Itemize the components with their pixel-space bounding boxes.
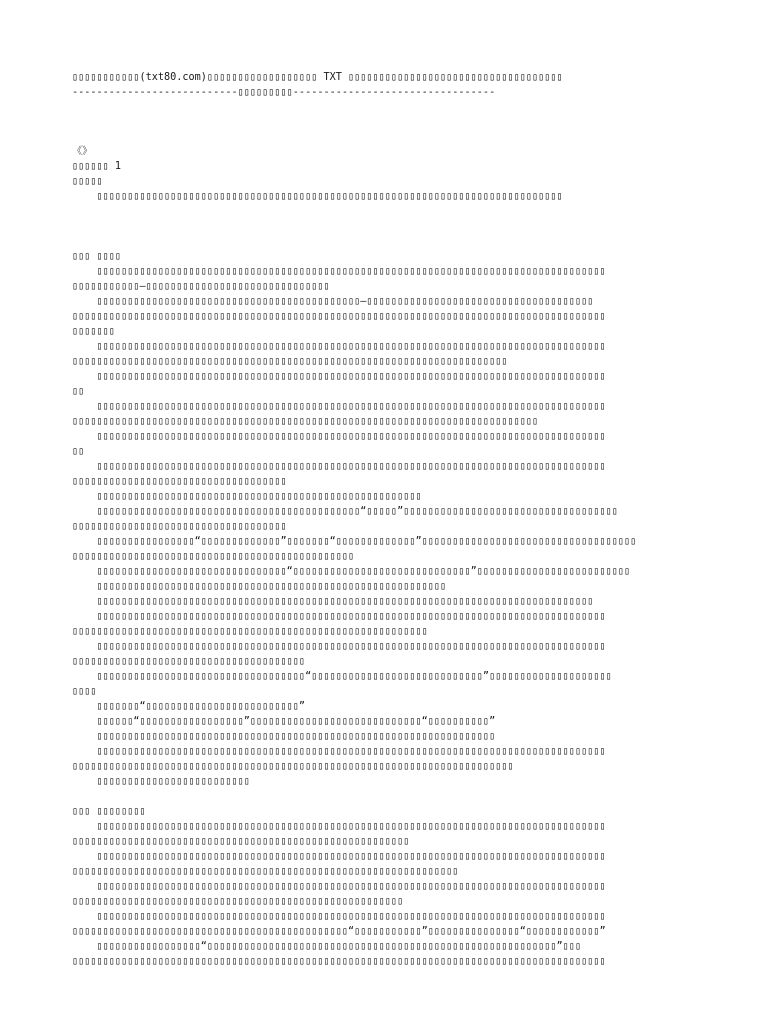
text-line: ▯▯▯▯▯▯▯▯▯▯▯▯▯▯▯▯▯“▯▯▯▯▯▯▯▯▯▯▯▯▯▯▯▯▯▯▯▯▯▯▯▯▯▯▯▯▯▯▯▯▯▯▯▯▯▯▯▯▯▯▯▯▯▯▯▯▯▯▯▯▯▯▯▯▯”▯▯▯ [72, 941, 582, 952]
text-line: ▯▯▯▯▯▯▯▯▯▯▯▯▯▯▯▯▯▯▯▯▯▯▯▯▯▯▯▯▯▯▯▯▯▯▯▯▯▯▯▯▯▯▯▯▯▯▯▯▯▯▯▯▯▯▯▯▯▯▯▯▯▯▯▯▯▯▯▯▯▯▯▯▯▯▯▯▯▯▯▯▯▯▯ [72, 371, 606, 382]
text-line: ▯▯▯▯▯▯▯▯▯▯▯▯▯▯▯▯▯▯▯▯▯▯▯▯▯▯▯▯▯▯▯▯▯▯▯▯▯▯▯▯▯▯▯▯▯▯▯▯▯▯▯▯▯▯▯▯▯▯▯▯▯▯▯▯▯▯▯▯▯▯▯▯▯▯▯▯▯▯▯▯▯▯▯ [72, 611, 606, 622]
text-line: ▯▯▯▯▯▯▯▯▯▯▯▯▯▯▯▯▯▯▯▯▯▯▯▯▯▯▯▯▯▯▯▯▯▯▯▯▯▯▯▯▯▯▯▯▯▯▯▯▯▯▯▯▯▯▯▯▯▯▯▯▯▯▯▯▯▯▯▯▯▯▯▯▯▯▯▯▯▯▯▯▯▯▯ [72, 851, 606, 862]
site-header-line: ▯▯▯▯▯▯▯▯▯▯▯(txt80.com)▯▯▯▯▯▯▯▯▯▯▯▯▯▯▯▯▯▯ TXT ▯▯▯▯▯▯▯▯▯▯▯▯▯▯▯▯▯▯▯▯▯▯▯▯▯▯▯▯▯▯▯▯▯▯▯ [72, 72, 563, 83]
chapter-1 [72, 249, 698, 789]
text-line: ▯▯▯▯▯▯▯▯▯▯▯▯▯▯▯▯▯▯▯▯▯▯▯▯▯▯▯▯▯▯▯▯▯▯▯▯▯▯▯▯▯▯▯▯▯▯▯▯▯▯▯▯▯▯▯▯▯▯▯▯▯▯▯▯▯▯▯▯▯▯▯▯▯▯▯▯▯▯▯▯▯▯▯ [72, 401, 606, 412]
text-line: ▯▯▯▯▯▯▯▯▯▯▯▯▯▯▯▯▯▯▯▯▯▯▯▯▯▯▯▯▯▯▯▯▯▯▯▯▯▯▯▯▯▯▯▯▯▯▯▯▯▯▯▯▯▯▯ [72, 836, 410, 847]
text-line: ▯▯▯▯▯▯▯▯▯▯▯▯▯▯▯▯▯▯▯▯▯▯▯▯▯▯▯▯▯▯▯▯▯▯▯▯▯▯▯▯▯▯▯▯▯▯▯▯▯▯▯▯▯▯▯▯▯▯▯▯▯▯▯▯▯▯▯▯▯▯▯▯▯▯▯▯▯▯▯▯▯▯▯ [72, 821, 606, 832]
text-line: ▯▯▯▯▯▯▯▯▯▯▯▯▯▯▯▯▯▯▯▯▯▯▯▯▯▯▯▯▯▯▯▯▯▯▯▯▯▯▯▯▯▯▯▯▯▯▯▯▯▯▯▯▯ [72, 491, 422, 502]
text-line: ▯▯▯▯▯▯▯▯▯▯▯▯▯▯▯▯▯▯▯▯▯▯▯▯▯▯▯▯▯▯▯▯▯▯▯▯▯▯▯▯▯▯▯▯▯▯▯▯▯▯▯▯▯▯▯▯▯▯▯▯▯▯▯▯▯▯▯▯▯▯▯▯▯▯▯▯▯▯▯▯▯▯▯ [72, 881, 606, 892]
text-line: ▯▯▯▯▯▯▯▯▯▯▯▯▯▯▯▯▯▯▯▯▯▯▯▯▯▯▯▯▯▯▯▯▯▯“▯▯▯▯▯▯▯▯▯▯▯▯▯▯▯▯▯▯▯▯▯▯▯▯▯▯▯▯”▯▯▯▯▯▯▯▯▯▯▯▯▯▯▯▯▯▯▯▯ [72, 671, 612, 682]
text-line: ▯▯▯▯▯▯▯▯▯▯▯▯▯▯▯▯▯▯▯▯▯▯▯▯▯▯▯▯▯▯▯▯▯▯▯▯▯▯▯▯▯▯▯▯▯▯▯▯▯▯▯▯▯▯▯▯▯▯▯▯▯▯▯▯▯ [72, 731, 496, 742]
text-line: ▯▯▯▯▯▯▯▯▯▯▯▯▯▯▯▯▯▯▯▯▯▯▯▯▯▯▯▯▯▯▯▯▯▯▯▯▯▯▯▯▯▯▯▯▯▯▯▯▯▯▯▯▯▯▯▯▯▯▯▯▯▯▯▯▯▯▯▯▯▯▯▯▯▯▯▯▯▯▯▯▯▯▯▯▯▯▯ [72, 956, 606, 967]
document-page [72, 70, 698, 969]
text-line: ▯▯▯▯▯▯▯▯▯▯▯▯▯▯▯▯▯▯▯▯▯▯▯▯▯▯▯▯▯▯▯▯▯▯▯▯▯▯▯▯▯▯▯▯▯▯▯▯▯▯▯▯▯▯▯▯▯▯▯▯▯▯▯▯▯▯▯▯▯▯▯▯▯▯▯▯▯▯▯▯▯▯▯ [72, 341, 606, 352]
text-line: ▯▯▯▯▯▯▯▯▯▯▯▯▯▯▯▯▯▯▯▯▯▯▯▯▯▯▯▯▯▯▯▯▯▯▯▯▯▯▯▯▯▯▯▯▯▯▯▯▯▯▯▯▯▯▯▯▯▯▯▯▯▯▯▯▯▯▯▯▯▯▯▯▯▯▯▯▯▯▯▯▯▯▯ [72, 911, 606, 922]
text-line: ▯▯▯▯▯▯▯▯▯▯▯▯▯▯▯▯▯▯▯▯▯▯▯▯▯▯▯▯▯▯▯▯▯▯▯ [72, 521, 287, 532]
text-line: ▯▯ [72, 446, 85, 457]
text-line: ▯▯▯▯▯▯▯▯▯▯▯—▯▯▯▯▯▯▯▯▯▯▯▯▯▯▯▯▯▯▯▯▯▯▯▯▯▯▯▯▯▯ [72, 281, 330, 292]
text-line: ▯▯▯▯▯▯▯▯▯▯▯▯▯▯▯▯▯▯▯▯▯▯▯▯▯▯▯▯▯▯▯▯▯▯▯▯▯▯▯▯▯▯▯▯▯▯▯▯▯▯▯▯▯▯▯▯▯▯▯▯▯▯▯▯▯▯▯▯▯▯▯▯▯▯▯▯▯▯▯▯▯▯▯ [72, 461, 606, 472]
book-author: ▯▯▯▯▯▯ 1 [72, 161, 122, 172]
text-line: ▯▯▯▯▯▯▯▯▯▯▯▯▯▯▯▯▯▯▯▯▯▯▯▯▯▯▯▯▯▯▯▯▯▯▯▯▯▯▯▯▯▯▯▯▯▯▯▯▯▯▯▯▯▯▯▯▯▯ [72, 626, 428, 637]
text-line: ▯▯▯▯▯▯▯“▯▯▯▯▯▯▯▯▯▯▯▯▯▯▯▯▯▯▯▯▯▯▯▯▯” [72, 701, 306, 712]
book-title: 《》 [72, 146, 93, 157]
text-line: ▯▯▯▯▯▯▯ [72, 326, 115, 337]
text-line: ▯▯▯▯▯▯“▯▯▯▯▯▯▯▯▯▯▯▯▯▯▯▯▯”▯▯▯▯▯▯▯▯▯▯▯▯▯▯▯▯▯▯▯▯▯▯▯▯▯▯▯▯“▯▯▯▯▯▯▯▯▯▯” [72, 716, 496, 727]
text-line: ▯▯▯▯▯▯▯▯▯▯▯▯▯▯▯▯▯▯▯▯▯▯▯▯▯▯▯▯▯▯▯▯▯▯▯▯▯▯▯▯▯▯▯▯▯▯▯▯▯▯▯▯▯▯▯▯▯▯▯▯▯▯▯▯▯▯▯▯▯▯▯▯▯▯▯▯▯▯▯▯▯▯▯ [72, 641, 606, 652]
intro-text: ▯▯▯▯▯▯▯▯▯▯▯▯▯▯▯▯▯▯▯▯▯▯▯▯▯▯▯▯▯▯▯▯▯▯▯▯▯▯▯▯▯▯▯▯▯▯▯▯▯▯▯▯▯▯▯▯▯▯▯▯▯▯▯▯▯▯▯▯▯▯▯▯▯▯▯▯ [72, 191, 563, 202]
text-line: ▯▯▯▯▯▯▯▯▯▯▯▯▯▯▯▯▯▯▯▯▯▯▯▯▯▯▯▯▯▯▯▯▯▯▯▯▯▯▯▯▯▯▯▯▯▯▯▯▯▯▯▯▯▯▯▯▯▯▯▯▯▯▯▯▯▯▯▯▯▯▯▯▯▯▯▯▯▯▯▯▯▯▯ [72, 431, 606, 442]
text-line: ▯▯▯▯▯▯▯▯▯▯▯▯▯▯▯▯“▯▯▯▯▯▯▯▯▯▯▯▯▯”▯▯▯▯▯▯▯“▯▯▯▯▯▯▯▯▯▯▯▯▯”▯▯▯▯▯▯▯▯▯▯▯▯▯▯▯▯▯▯▯▯▯▯▯▯▯▯▯▯▯▯▯▯▯▯▯ [72, 536, 637, 547]
text-line: ▯▯▯▯▯▯▯▯▯▯▯▯▯▯▯▯▯▯▯▯▯▯▯▯▯▯▯▯▯▯▯▯▯▯▯▯▯▯▯▯▯▯▯▯▯▯▯▯▯▯▯▯▯▯▯▯▯▯▯▯▯▯▯▯▯▯▯▯▯▯▯▯▯▯▯▯ [72, 416, 539, 427]
text-line: ▯▯▯▯▯▯▯▯▯▯▯▯▯▯▯▯▯▯▯▯▯▯▯▯▯▯▯▯▯▯▯“▯▯▯▯▯▯▯▯▯▯▯▯▯▯▯▯▯▯▯▯▯▯▯▯▯▯▯▯▯”▯▯▯▯▯▯▯▯▯▯▯▯▯▯▯▯▯▯▯▯▯▯▯▯▯ [72, 566, 631, 577]
chapter-2 [72, 804, 698, 969]
header-divider: ---------------------------▯▯▯▯▯▯▯▯▯--------------------------------- [72, 87, 496, 98]
text-line: ▯▯▯▯▯▯▯▯▯▯▯▯▯▯▯▯▯▯▯▯▯▯▯▯▯▯▯▯▯▯▯▯▯▯▯▯▯▯▯▯▯▯▯▯▯▯▯▯▯▯▯▯▯▯▯▯▯▯▯▯▯▯▯▯▯▯▯▯▯▯▯▯▯▯▯▯▯▯▯▯▯▯▯▯▯▯▯ [72, 311, 606, 322]
text-line: ▯▯▯▯▯▯▯▯▯▯▯▯▯▯▯▯▯▯▯▯▯▯▯▯▯▯▯▯▯▯▯▯▯▯▯▯▯▯▯▯▯▯▯▯▯▯▯▯▯▯▯▯▯▯▯▯▯▯▯▯▯▯▯ [72, 866, 459, 877]
chapter-heading: ▯▯▯ ▯▯▯▯ [72, 251, 122, 262]
text-line: ▯▯▯▯▯▯▯▯▯▯▯▯▯▯▯▯▯▯▯▯▯▯▯▯▯▯▯▯▯▯▯▯▯▯▯▯▯▯ [72, 656, 306, 667]
text-line: ▯▯▯▯▯▯▯▯▯▯▯▯▯▯▯▯▯▯▯▯▯▯▯▯▯ [72, 776, 250, 787]
text-line: ▯▯▯▯ [72, 686, 97, 697]
chapter-2-body [72, 819, 698, 969]
text-line: ▯▯▯▯▯▯▯▯▯▯▯▯▯▯▯▯▯▯▯▯▯▯▯▯▯▯▯▯▯▯▯▯▯▯▯▯▯▯▯▯▯▯▯“▯▯▯▯▯”▯▯▯▯▯▯▯▯▯▯▯▯▯▯▯▯▯▯▯▯▯▯▯▯▯▯▯▯▯▯▯▯▯▯▯ [72, 506, 618, 517]
chapter-heading: ▯▯▯ ▯▯▯▯▯▯▯▯ [72, 806, 146, 817]
text-line: ▯▯▯▯▯▯▯▯▯▯▯▯▯▯▯▯▯▯▯▯▯▯▯▯▯▯▯▯▯▯▯▯▯▯▯▯▯▯▯▯▯▯▯▯▯▯▯▯▯▯▯▯▯▯▯▯▯▯▯▯▯▯▯▯▯▯▯▯▯▯▯▯▯▯▯▯▯▯▯▯▯▯▯ [72, 746, 606, 757]
chapter-1-body [72, 264, 698, 789]
text-line: ▯▯▯▯▯▯▯▯▯▯▯▯▯▯▯▯▯▯▯▯▯▯▯▯▯▯▯▯▯▯▯▯▯▯▯▯▯▯▯▯▯▯▯▯▯“▯▯▯▯▯▯▯▯▯▯▯”▯▯▯▯▯▯▯▯▯▯▯▯▯▯▯“▯▯▯▯▯▯▯▯▯▯▯▯” [72, 926, 606, 937]
text-line: ▯▯▯▯▯▯▯▯▯▯▯▯▯▯▯▯▯▯▯▯▯▯▯▯▯▯▯▯▯▯▯▯▯▯▯▯▯▯▯▯▯▯▯—▯▯▯▯▯▯▯▯▯▯▯▯▯▯▯▯▯▯▯▯▯▯▯▯▯▯▯▯▯▯▯▯▯▯▯▯▯ [72, 296, 594, 307]
text-line: ▯▯▯▯▯▯▯▯▯▯▯▯▯▯▯▯▯▯▯▯▯▯▯▯▯▯▯▯▯▯▯▯▯▯▯▯▯▯▯▯▯▯▯▯▯▯▯▯▯▯▯▯▯▯▯▯▯▯▯▯▯▯▯▯▯▯▯▯▯▯▯▯▯▯▯▯▯▯▯▯▯▯▯ [72, 266, 606, 277]
text-line: ▯▯▯▯▯▯▯▯▯▯▯▯▯▯▯▯▯▯▯▯▯▯▯▯▯▯▯▯▯▯▯▯▯▯▯▯▯▯▯▯▯▯▯▯▯▯ [72, 551, 355, 562]
intro-heading: ▯▯▯▯▯ [72, 176, 103, 187]
text-line: ▯▯ [72, 386, 85, 397]
text-line: ▯▯▯▯▯▯▯▯▯▯▯▯▯▯▯▯▯▯▯▯▯▯▯▯▯▯▯▯▯▯▯▯▯▯▯▯▯▯▯▯▯▯▯▯▯▯▯▯▯▯▯▯▯▯▯▯▯▯▯▯▯▯▯▯▯▯▯▯▯▯▯ [72, 356, 508, 367]
text-line: ▯▯▯▯▯▯▯▯▯▯▯▯▯▯▯▯▯▯▯▯▯▯▯▯▯▯▯▯▯▯▯▯▯▯▯▯▯▯▯▯▯▯▯▯▯▯▯▯▯▯▯▯▯▯▯▯▯▯▯▯▯▯▯▯▯▯▯▯▯▯▯▯▯▯▯▯▯▯▯▯▯ [72, 596, 594, 607]
text-line: ▯▯▯▯▯▯▯▯▯▯▯▯▯▯▯▯▯▯▯▯▯▯▯▯▯▯▯▯▯▯▯▯▯▯▯▯▯▯▯▯▯▯▯▯▯▯▯▯▯▯▯▯▯▯▯▯▯▯▯▯▯▯▯▯▯▯▯▯▯▯▯▯ [72, 761, 514, 772]
text-line: ▯▯▯▯▯▯▯▯▯▯▯▯▯▯▯▯▯▯▯▯▯▯▯▯▯▯▯▯▯▯▯▯▯▯▯▯▯▯▯▯▯▯▯▯▯▯▯▯▯▯▯▯▯▯ [72, 896, 404, 907]
text-line: ▯▯▯▯▯▯▯▯▯▯▯▯▯▯▯▯▯▯▯▯▯▯▯▯▯▯▯▯▯▯▯▯▯▯▯ [72, 476, 287, 487]
text-line: ▯▯▯▯▯▯▯▯▯▯▯▯▯▯▯▯▯▯▯▯▯▯▯▯▯▯▯▯▯▯▯▯▯▯▯▯▯▯▯▯▯▯▯▯▯▯▯▯▯▯▯▯▯▯▯▯▯ [72, 581, 447, 592]
